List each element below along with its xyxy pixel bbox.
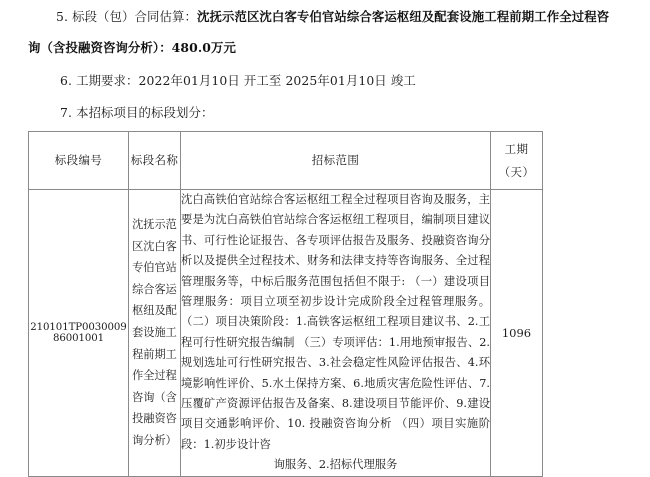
- bid-scope-main-text: 沈白高铁伯官站综合客运枢纽工程全过程项目咨询及服务，主要是为沈白高铁伯官站综合客运枢纽工程项目，编制项目建议书、可行性论证报告、各专项评估报告及服务、投融资咨询分析以及提供全过程技术、财务和法律支持等咨询服务、全过程管理服务等，中标后服务范围包括但不限于: （一）建设项目管理服务：项目立项至初步设计完成阶段全过程管理服务。 （二）项目决策阶段：1.高铁客运枢纽工程项目建议书、2.工程可行性研究报告编制 （三）专项评估：1.用地预审报告、2.规划选址可行性研究报告、3.社会稳定性风险评估报告、4.环境影响性评价、5.水土保持方案、6.地质灾害危险性评估、7.压覆矿产资源评估报告及备案、8.建设项目节能评价、9.建设项目交通影响评价、10. 投融资咨询分析 （四）项目实施阶段：1.初步设计咨: [181, 193, 490, 451]
- lot-division-table-wrapper: [28, 131, 542, 477]
- cell-lot-no: 210101TP003000986001001: [29, 190, 129, 477]
- clause-5-number: 5.: [56, 9, 69, 24]
- clause-7: [60, 104, 213, 121]
- clause-6-start-date: 2022年01月10日: [138, 73, 240, 88]
- cell-bid-scope: [181, 190, 491, 477]
- table-header-row: [29, 132, 543, 190]
- clause-6: [60, 72, 416, 89]
- column-header-bid-scope: 招标范围: [181, 132, 491, 190]
- clause-5-label: 标段（包）合同估算：: [72, 9, 197, 24]
- cell-duration: 1096: [491, 190, 543, 477]
- clause-6-end-date: 2025年01月10日: [285, 73, 387, 88]
- lot-division-table: [28, 131, 543, 477]
- clause-7-label: 本招标项目的标段划分：: [76, 105, 214, 120]
- clause-7-number: 7.: [60, 105, 73, 120]
- bid-scope-last-line: 询服务、2.招标代理服务: [273, 458, 398, 472]
- clause-5-line-1: [56, 8, 609, 25]
- clause-6-number: 6.: [60, 73, 73, 88]
- clause-6-start-word: 开工至: [243, 73, 282, 88]
- clause-6-label: 工期要求：: [76, 73, 139, 88]
- clause-6-end-word: 竣工: [390, 73, 416, 88]
- column-header-lot-no: 标段编号: [29, 132, 129, 190]
- column-header-lot-name: 标段名称: [129, 132, 181, 190]
- clause-5-value: 沈抚示范区沈白客专伯官站综合客运枢纽及配套设施工程前期工作全过程咨: [196, 9, 610, 24]
- table-body: [29, 190, 543, 477]
- clause-5-line-2: 询（含投融资咨询分析）：480.0万元: [28, 40, 236, 55]
- cell-lot-name: 沈抚示范区沈白客专伯官站综合客运枢纽及配套设施工程前期工作全过程咨询（含投融资咨询分析）: [129, 190, 181, 477]
- table-row: [29, 190, 543, 477]
- table-header: [29, 132, 543, 190]
- column-header-duration: 工期 （天）: [491, 132, 543, 190]
